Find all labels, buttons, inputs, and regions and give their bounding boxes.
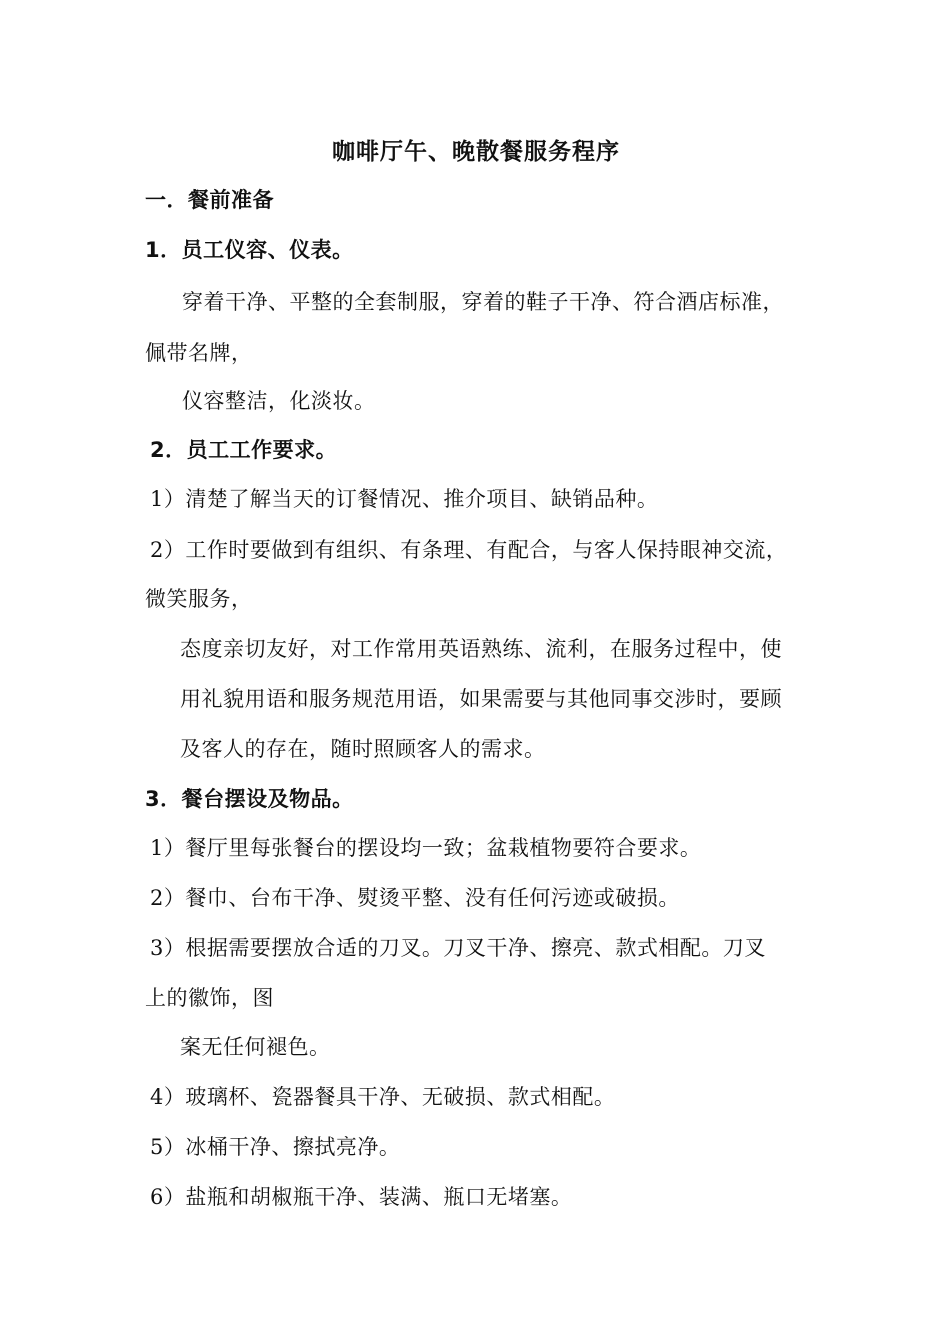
list-item: 2）工作时要做到有组织、有条理、有配合，与客人保持眼神交流， xyxy=(150,538,788,562)
paragraph-line: 用礼貌用语和服务规范用语，如果需要与其他同事交涉时，要顾 xyxy=(180,687,782,711)
list-item: 6）盐瓶和胡椒瓶干净、装满、瓶口无堵塞。 xyxy=(150,1185,573,1209)
section-heading-preparation: 一．餐前准备 xyxy=(145,188,274,212)
list-item: 4）玻璃杯、瓷器餐具干净、无破损、款式相配。 xyxy=(150,1085,616,1109)
paragraph-line: 穿着干净、平整的全套制服，穿着的鞋子干净、符合酒店标准， xyxy=(182,290,784,314)
paragraph-line: 仪容整洁，化淡妆。 xyxy=(182,389,376,413)
document-title: 咖啡厅午、晚散餐服务程序 xyxy=(332,139,620,165)
paragraph-line: 佩带名牌， xyxy=(145,341,253,365)
paragraph-line: 上的徽饰，图 xyxy=(145,986,274,1010)
paragraph-line: 案无任何褪色。 xyxy=(180,1035,331,1059)
paragraph-line: 态度亲切友好，对工作常用英语熟练、流利，在服务过程中，使 xyxy=(180,637,782,661)
paragraph-line: 微笑服务， xyxy=(145,587,253,611)
list-item: 5）冰桶干净、擦拭亮净。 xyxy=(150,1135,401,1159)
item-heading-appearance: 1．员工仪容、仪表。 xyxy=(145,238,354,262)
paragraph-line: 及客人的存在，随时照顾客人的需求。 xyxy=(180,737,546,761)
list-item: 2）餐巾、台布干净、熨烫平整、没有任何污迹或破损。 xyxy=(150,886,680,910)
item-heading-table-setting: 3．餐台摆设及物品。 xyxy=(145,787,354,811)
list-item: 1）清楚了解当天的订餐情况、推介项目、缺销品种。 xyxy=(150,487,659,511)
list-item: 1）餐厅里每张餐台的摆设均一致；盆栽植物要符合要求。 xyxy=(150,836,702,860)
list-item: 3）根据需要摆放合适的刀叉。刀叉干净、擦亮、款式相配。刀叉 xyxy=(150,936,766,960)
item-heading-work-requirements: 2．员工工作要求。 xyxy=(150,438,338,462)
